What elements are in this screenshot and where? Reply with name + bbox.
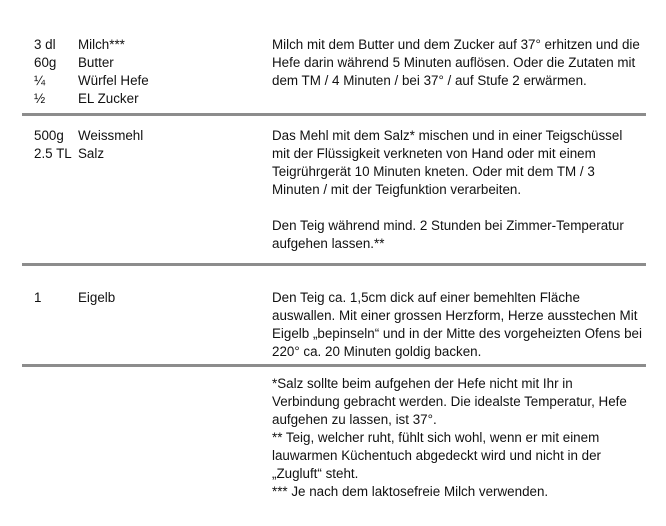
ingredient-qty: 1 xyxy=(34,290,42,305)
ingredient-row xyxy=(34,36,274,54)
section-divider xyxy=(22,263,646,266)
footnote-text xyxy=(272,375,642,501)
ingredient-list xyxy=(34,289,274,307)
ingredient-qty: 3 dl xyxy=(34,37,56,52)
ingredient-name: Butter xyxy=(78,55,114,70)
section-divider xyxy=(22,364,646,367)
footnote: *Salz sollte beim aufgehen der Hefe nicht mit Ihr in Verbindung gebracht werden. Die idealste Temperatur, Hefe aufgehen zu lassen, ist 37°. xyxy=(272,376,627,427)
ingredient-row xyxy=(34,289,274,307)
ingredient-qty: 60g xyxy=(34,55,57,70)
ingredient-list xyxy=(34,127,274,163)
ingredient-row xyxy=(34,90,274,108)
footnote: *** Je nach dem laktosefreie Milch verwenden. xyxy=(272,484,549,499)
ingredient-name: Würfel Hefe xyxy=(78,73,149,88)
ingredient-row xyxy=(34,127,274,145)
instruction-text xyxy=(272,289,642,361)
instruction-paragraph: Den Teig ca. 1,5cm dick auf einer bemehlten Fläche auswallen. Mit einer grossen Herzform, Herze ausstechen Mit Eigelb „bepinseln“ und in der Mitte des vorgeheizten Ofens bei 220° ca. 20 Minuten goldig backen. xyxy=(272,290,642,359)
ingredient-name: Salz xyxy=(78,146,105,161)
section-divider xyxy=(22,113,646,116)
ingredient-qty: 2.5 TL xyxy=(34,146,72,161)
ingredient-row xyxy=(34,54,274,72)
footnote: ** Teig, welcher ruht, fühlt sich wohl, wenn er mit einem lauwarmen Küchentuch abgedeckt wird und nicht in der „Zugluft“ steht. xyxy=(272,430,602,481)
ingredient-name: Eigelb xyxy=(78,290,116,305)
instruction-text xyxy=(272,127,642,253)
ingredient-qty: ½ xyxy=(34,91,46,106)
ingredient-row xyxy=(34,72,274,90)
instruction-paragraph: Den Teig während mind. 2 Stunden bei Zimmer-Temperatur aufgehen lassen.** xyxy=(272,218,624,251)
ingredient-name: EL Zucker xyxy=(78,91,139,106)
ingredient-name: Weissmehl xyxy=(78,128,144,143)
ingredient-name: Milch*** xyxy=(78,37,125,52)
instruction-text xyxy=(272,36,642,90)
instruction-paragraph: Milch mit dem Butter und dem Zucker auf 37° erhitzen und die Hefe darin während 5 Minuten auflösen. Oder die Zutaten mit dem TM / 4 Minuten / bei 37° / auf Stufe 2 erwärmen. xyxy=(272,37,640,88)
ingredient-list xyxy=(34,36,274,108)
ingredient-row xyxy=(34,145,274,163)
ingredient-qty: ¼ xyxy=(34,73,46,88)
instruction-paragraph: Das Mehl mit dem Salz* mischen und in einer Teigschüssel mit der Flüssigkeit verkneten von Hand oder mit einem Teigrührgerät 10 Minuten kneten. Oder mit dem TM / 3 Minuten / mit der Teigfunktion verarbeiten. xyxy=(272,128,623,197)
ingredient-qty: 500g xyxy=(34,128,64,143)
